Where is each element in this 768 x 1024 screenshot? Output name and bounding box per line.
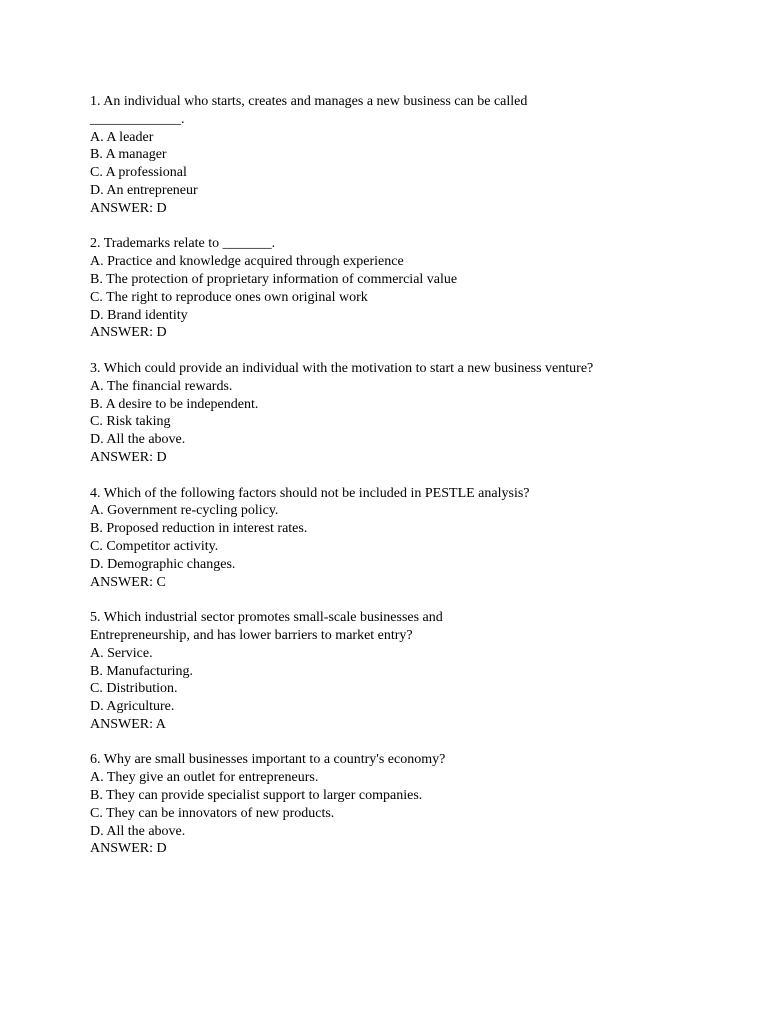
option-d: D. Agriculture. [90,699,175,715]
answer-line: ANSWER: D [90,325,167,341]
option-a: A. Practice and knowledge acquired through experience [90,254,404,270]
option-a: A. Service. [90,645,153,661]
option-a: A. The financial rewards. [90,378,233,394]
answer-line: ANSWER: D [90,841,167,857]
question-stem: 2. Trademarks relate to _______. [90,236,276,252]
question-stem: 5. Which industrial sector promotes small-scale businesses and [90,610,443,626]
option-c: C. A professional [90,165,187,181]
question-stem: 6. Why are small businesses important to a country's economy? [90,752,446,768]
question-stem-blank: _____________. [90,111,185,127]
question-stem: 1. An individual who starts, creates and manages a new business can be called [90,94,528,109]
option-c: C. The right to reproduce ones own original work [90,289,368,305]
option-a: A. Government re-cycling policy. [90,503,279,519]
question-6 [90,751,708,858]
option-b: B. They can provide specialist support to larger companies. [90,788,423,804]
option-b: B. The protection of proprietary information of commercial value [90,271,458,287]
option-d: D. An entrepreneur [90,182,198,198]
option-d: D. All the above. [90,432,186,448]
option-b: B. A manager [90,147,167,163]
question-stem: 3. Which could provide an individual with the motivation to start a new business venture? [90,360,594,376]
option-a: A. They give an outlet for entrepreneurs. [90,770,319,786]
option-c: C. Risk taking [90,414,171,430]
answer-line: ANSWER: C [90,574,166,590]
question-4 [90,485,708,592]
option-c: C. They can be innovators of new products. [90,805,335,821]
option-d: D. Brand identity [90,307,188,323]
option-a: A. A leader [90,129,154,145]
option-b: B. Proposed reduction in interest rates. [90,521,308,537]
answer-line: ANSWER: A [90,716,166,732]
option-c: C. Competitor activity. [90,538,219,554]
question-3 [90,360,708,467]
question-1 [90,93,708,218]
answer-line: ANSWER: D [90,200,167,216]
option-d: D. Demographic changes. [90,556,236,572]
option-b: B. Manufacturing. [90,663,194,679]
question-stem-continued: Entrepreneurship, and has lower barriers to market entry? [90,627,413,643]
question-5 [90,609,708,734]
question-2 [90,235,708,342]
option-d: D. All the above. [90,823,186,839]
option-c: C. Distribution. [90,681,178,697]
question-stem: 4. Which of the following factors should not be included in PESTLE analysis? [90,485,530,501]
answer-line: ANSWER: D [90,449,167,465]
option-b: B. A desire to be independent. [90,396,259,412]
